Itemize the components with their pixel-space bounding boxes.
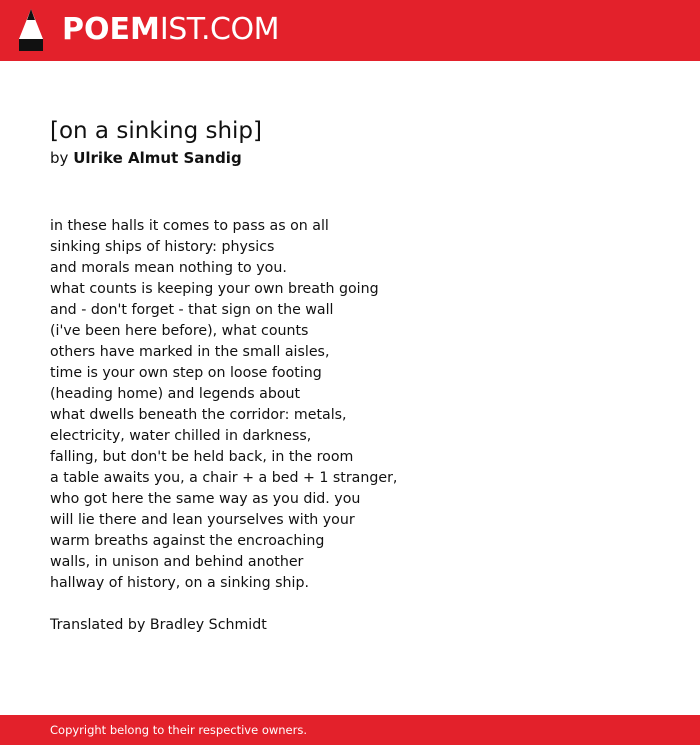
poem-line: will lie there and lean yourselves with your bbox=[50, 512, 355, 528]
by-label: by bbox=[50, 149, 69, 167]
byline bbox=[50, 146, 650, 170]
poem-line: who got here the same way as you did. you bbox=[50, 491, 361, 507]
poem-line: others have marked in the small aisles, bbox=[50, 344, 330, 360]
site-footer bbox=[0, 715, 700, 745]
poem-line: sinking ships of history: physics bbox=[50, 239, 275, 255]
poem-body bbox=[50, 216, 650, 594]
translator-credit: Translated by Bradley Schmidt bbox=[50, 617, 267, 633]
author-link[interactable]: Ulrike Almut Sandig bbox=[73, 149, 242, 167]
poem-line: warm breaths against the encroaching bbox=[50, 533, 325, 549]
site-logo-link[interactable] bbox=[62, 11, 279, 49]
poem-line: time is your own step on loose footing bbox=[50, 365, 322, 381]
poem-title: [on a sinking ship] bbox=[50, 118, 263, 144]
site-header bbox=[0, 0, 700, 61]
poem-line: walls, in unison and behind another bbox=[50, 554, 304, 570]
poem-line: (heading home) and legends about bbox=[50, 386, 301, 402]
brand-bold-text: POEM bbox=[62, 12, 160, 47]
poem-line: (i've been here before), what counts bbox=[50, 323, 309, 339]
pencil-tip-icon[interactable] bbox=[18, 9, 44, 51]
poem-line: what counts is keeping your own breath going bbox=[50, 281, 379, 297]
brand-thin-text: IST.COM bbox=[159, 12, 279, 47]
poem-line: falling, but don't be held back, in the room bbox=[50, 449, 354, 465]
poem-line: and morals mean nothing to you. bbox=[50, 260, 287, 276]
poem-line: what dwells beneath the corridor: metals, bbox=[50, 407, 347, 423]
poem-line: electricity, water chilled in darkness, bbox=[50, 428, 312, 444]
poem-line: a table awaits you, a chair + a bed + 1 stranger, bbox=[50, 470, 398, 486]
poem-line: and - don't forget - that sign on the wall bbox=[50, 302, 334, 318]
poem-line: hallway of history, on a sinking ship. bbox=[50, 575, 309, 591]
poem-line: in these halls it comes to pass as on all bbox=[50, 218, 329, 234]
copyright-text: Copyright belong to their respective owners. bbox=[50, 723, 308, 737]
poem-content bbox=[50, 116, 650, 636]
